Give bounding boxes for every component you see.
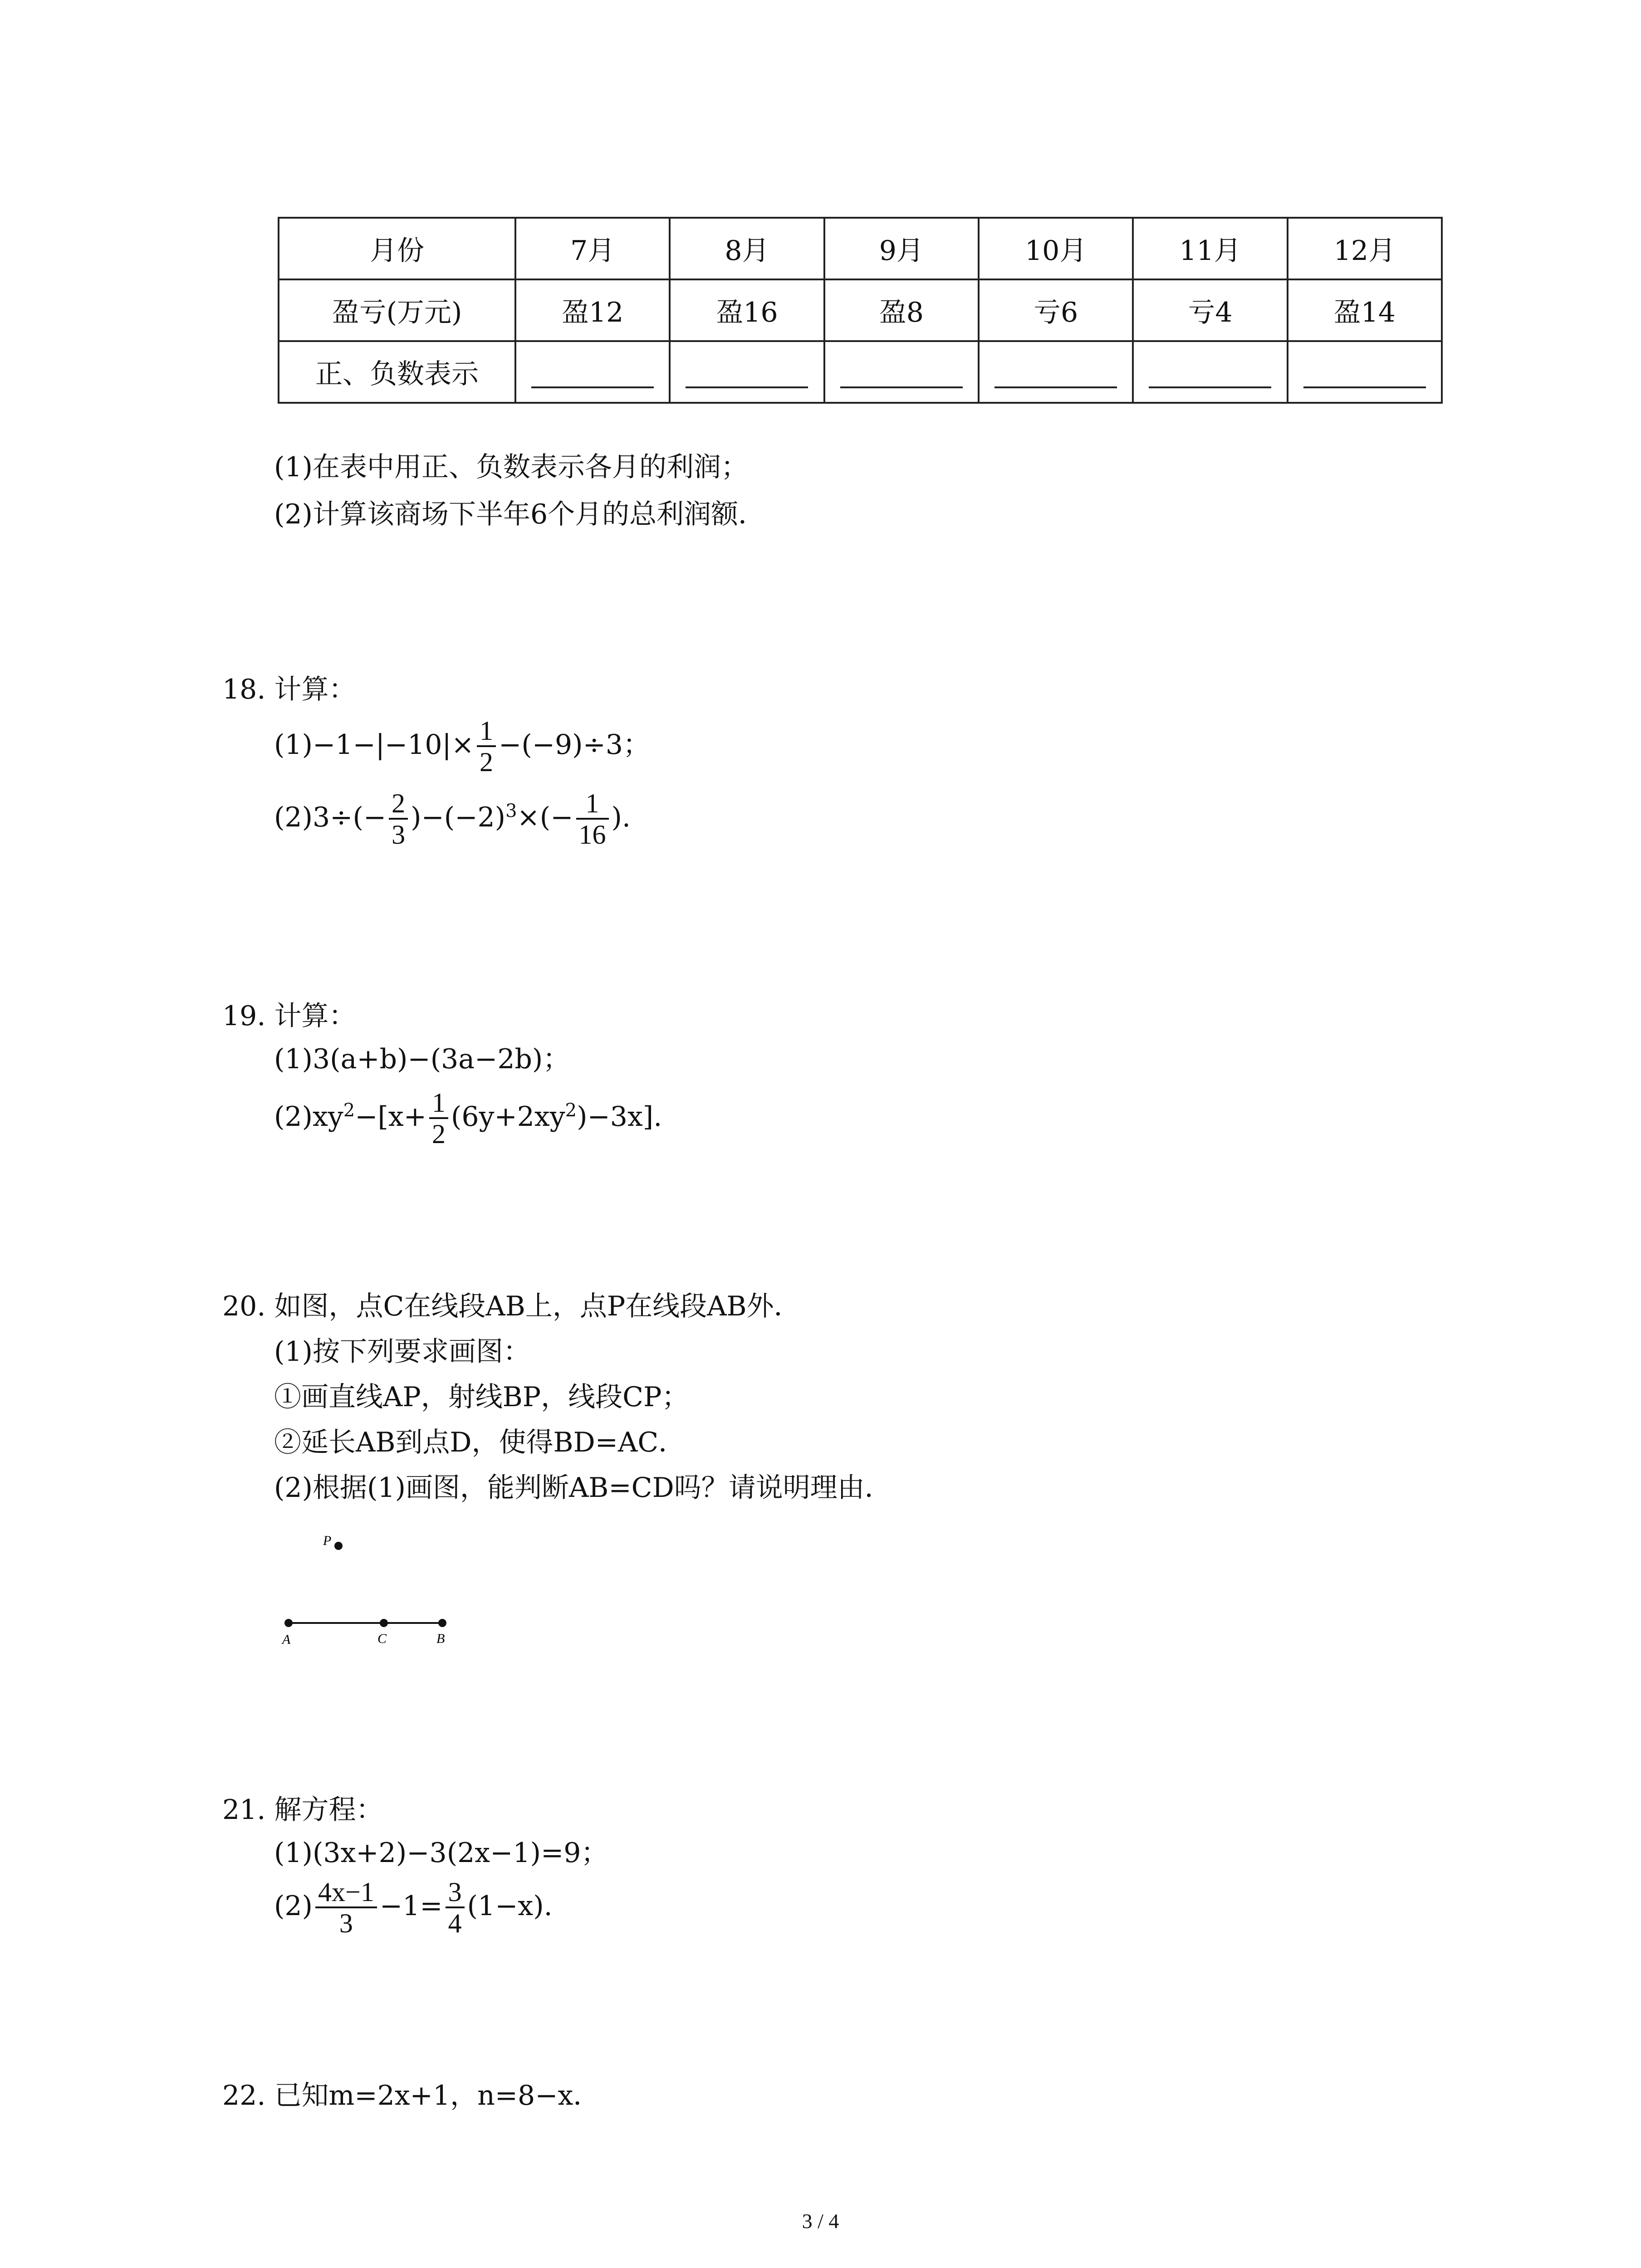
numerator: 4x−1 xyxy=(315,1878,377,1908)
table-row xyxy=(279,341,1442,403)
answer-blank[interactable] xyxy=(670,341,824,403)
table-cell: 9月 xyxy=(824,218,979,279)
denominator: 2 xyxy=(431,1119,446,1149)
q21-part1: (1)(3x+2)−3(2x−1)=9； xyxy=(274,1837,608,1869)
expr-text: −[x+ xyxy=(355,1101,426,1133)
answer-blank[interactable] xyxy=(1133,341,1287,403)
table-cell: 月份 xyxy=(279,218,515,279)
fraction xyxy=(477,717,496,777)
table-cell: 10月 xyxy=(979,218,1133,279)
table-cell: 8月 xyxy=(670,218,824,279)
numerator: 3 xyxy=(446,1878,465,1908)
denominator: 3 xyxy=(339,1908,353,1938)
table-row xyxy=(279,279,1442,341)
point-b xyxy=(438,1619,446,1627)
q20-line1: (1)按下列要求画图： xyxy=(274,1336,530,1368)
table-cell: 11月 xyxy=(1133,218,1287,279)
q20-title: 20. 如图，点C在线段AB上，点P在线段AB外． xyxy=(222,1290,801,1322)
answer-blank[interactable] xyxy=(1288,341,1442,403)
table-cell: 盈8 xyxy=(824,279,979,341)
exponent: 2 xyxy=(343,1100,355,1121)
fraction xyxy=(315,1878,377,1938)
table-cell: 盈16 xyxy=(670,279,824,341)
table-cell: 亏4 xyxy=(1133,279,1287,341)
expr-text: ×(− xyxy=(517,802,573,834)
expr-text: )−3x]. xyxy=(577,1101,662,1133)
table-cell: 盈14 xyxy=(1288,279,1442,341)
profit-table xyxy=(278,217,1443,404)
table-cell: 亏6 xyxy=(979,279,1133,341)
expr-text: (2)xy xyxy=(274,1101,343,1133)
denominator: 2 xyxy=(480,747,494,777)
numerator: 2 xyxy=(389,789,408,820)
numerator: 1 xyxy=(429,1089,448,1119)
q21-title: 21. 解方程： xyxy=(222,1794,383,1826)
numerator: 1 xyxy=(477,717,496,747)
answer-blank[interactable] xyxy=(515,341,670,403)
q18-title: 18. 计算： xyxy=(222,674,356,705)
table-cell: 盈亏(万元) xyxy=(279,279,515,341)
denominator: 3 xyxy=(392,820,406,850)
fraction xyxy=(389,789,408,850)
q22-title: 22. 已知m=2x+1，n=8−x． xyxy=(222,2080,601,2112)
table-cell: 12月 xyxy=(1288,218,1442,279)
fraction xyxy=(446,1878,465,1938)
page-number: 3 / 4 xyxy=(802,2209,839,2233)
denominator: 4 xyxy=(448,1908,462,1938)
q21-part2 xyxy=(274,1878,553,1938)
answer-blank[interactable] xyxy=(824,341,979,403)
label-b: B xyxy=(436,1631,445,1646)
table-cell: 正、负数表示 xyxy=(279,341,515,403)
numerator: 1 xyxy=(576,789,609,820)
q17-part2: (2)计算该商场下半年6个月的总利润额． xyxy=(274,499,766,530)
q18-part1 xyxy=(274,717,650,777)
expr-text: ). xyxy=(611,802,631,834)
label-a: A xyxy=(282,1632,291,1647)
q20-line4: (2)根据(1)画图，能判断AB=CD吗？请说明理由． xyxy=(274,1472,892,1504)
q19-part2 xyxy=(274,1089,662,1149)
expr-text: −(−9)÷3； xyxy=(499,729,651,761)
q18-part2 xyxy=(274,789,631,850)
expr-text: (2) xyxy=(274,1890,313,1922)
fraction xyxy=(429,1089,448,1149)
point-a xyxy=(284,1619,293,1627)
point-c xyxy=(380,1619,388,1627)
table-row xyxy=(279,218,1442,279)
denominator: 16 xyxy=(578,820,606,850)
q19-part1: (1)3(a+b)−(3a−2b)； xyxy=(274,1043,570,1075)
answer-blank[interactable] xyxy=(979,341,1133,403)
exponent: 3 xyxy=(505,801,517,822)
expr-text: (1−x). xyxy=(467,1890,553,1922)
point-p xyxy=(334,1542,343,1550)
q17-part1: (1)在表中用正、负数表示各月的利润； xyxy=(274,451,748,483)
expr-text: )−(−2) xyxy=(411,802,506,834)
expr-text: (2)3÷(− xyxy=(274,802,387,834)
table-cell: 盈12 xyxy=(515,279,670,341)
expr-text: −1= xyxy=(379,1890,443,1922)
q20-line2: ①画直线AP，射线BP，线段CP； xyxy=(274,1381,689,1413)
q20-line3: ②延长AB到点D，使得BD=AC． xyxy=(274,1427,686,1458)
label-p: P xyxy=(323,1533,332,1548)
expr-text: (6y+2xy xyxy=(451,1101,565,1133)
q19-title: 19. 计算： xyxy=(222,1000,356,1032)
exponent: 2 xyxy=(565,1100,577,1121)
fraction xyxy=(576,789,609,850)
label-c: C xyxy=(377,1631,387,1646)
expr-text: (1)−1−|−10|× xyxy=(274,729,475,761)
table-cell: 7月 xyxy=(515,218,670,279)
geometry-figure xyxy=(272,1524,481,1674)
